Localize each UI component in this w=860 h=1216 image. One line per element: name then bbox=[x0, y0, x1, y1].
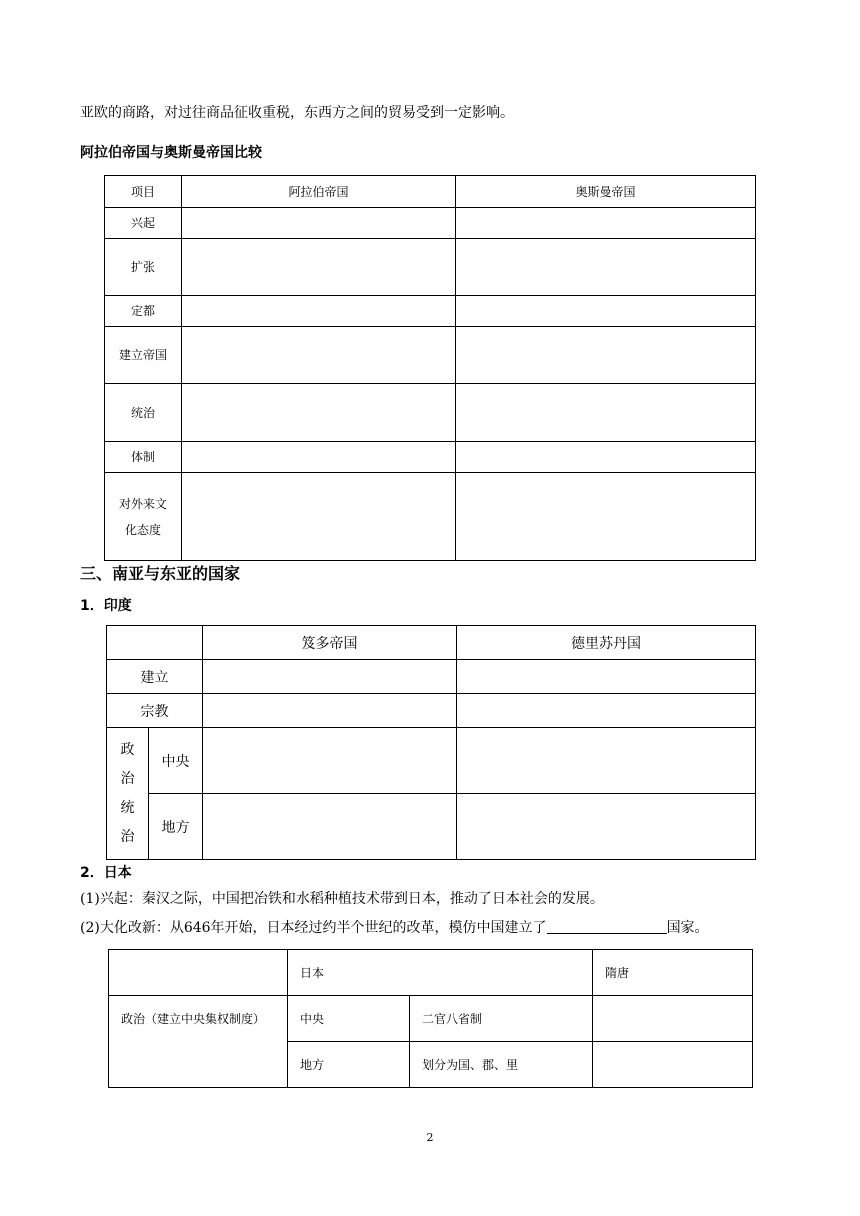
row-sublabel: 中央 bbox=[149, 728, 203, 794]
answer-cell[interactable] bbox=[456, 296, 756, 327]
india-title: 1．印度 bbox=[80, 598, 132, 614]
section-title: 三、南亚与东亚的国家 bbox=[80, 564, 241, 583]
politics-label bbox=[107, 728, 149, 860]
table-row bbox=[105, 384, 756, 442]
answer-cell[interactable] bbox=[456, 384, 756, 442]
table-row bbox=[105, 473, 756, 561]
answer-cell[interactable] bbox=[203, 728, 457, 794]
table-header-row bbox=[105, 176, 756, 208]
row-label: 统治 bbox=[105, 384, 182, 442]
table-header-row bbox=[109, 950, 753, 996]
compare-title: 阿拉伯帝国与奥斯曼帝国比较 bbox=[80, 145, 262, 161]
row-label: 政治（建立中央集权制度） bbox=[109, 996, 288, 1088]
table-row bbox=[105, 442, 756, 473]
japan-item-1: (1)兴起：秦汉之际，中国把冶铁和水稻种植技术带到日本，推动了日本社会的发展。 bbox=[80, 891, 604, 907]
table-row bbox=[107, 660, 756, 694]
content-cell: 二官八省制 bbox=[410, 996, 593, 1042]
answer-cell[interactable] bbox=[182, 442, 456, 473]
row-label-text: 对外来文化态度 bbox=[118, 496, 167, 537]
answer-cell[interactable] bbox=[182, 384, 456, 442]
table-row bbox=[105, 239, 756, 296]
answer-cell[interactable] bbox=[182, 208, 456, 239]
answer-cell[interactable] bbox=[456, 473, 756, 561]
header-cell: 德里苏丹国 bbox=[457, 626, 756, 660]
answer-cell[interactable] bbox=[182, 296, 456, 327]
header-cell: 奥斯曼帝国 bbox=[456, 176, 756, 208]
page-number: 2 bbox=[426, 1131, 434, 1144]
row-sublabel: 地方 bbox=[288, 1042, 410, 1088]
answer-cell[interactable] bbox=[203, 794, 457, 860]
answer-cell[interactable] bbox=[457, 660, 756, 694]
header-cell bbox=[107, 626, 203, 660]
table-row bbox=[109, 996, 753, 1042]
answer-cell[interactable] bbox=[203, 694, 457, 728]
table-row bbox=[105, 208, 756, 239]
row-label: 建立 bbox=[107, 660, 203, 694]
table-row bbox=[107, 728, 756, 794]
answer-cell[interactable] bbox=[593, 1042, 753, 1088]
india-table bbox=[106, 625, 756, 860]
header-cell bbox=[109, 950, 288, 996]
header-cell: 隋唐 bbox=[593, 950, 753, 996]
fill-in-blank[interactable] bbox=[547, 919, 667, 934]
answer-cell[interactable] bbox=[182, 239, 456, 296]
answer-cell[interactable] bbox=[203, 660, 457, 694]
row-label: 建立帝国 bbox=[105, 327, 182, 384]
answer-cell[interactable] bbox=[456, 208, 756, 239]
row-label: 兴起 bbox=[105, 208, 182, 239]
table-row bbox=[107, 694, 756, 728]
answer-cell[interactable] bbox=[457, 694, 756, 728]
row-sublabel: 地方 bbox=[149, 794, 203, 860]
japan-compare-table bbox=[108, 949, 753, 1088]
answer-cell[interactable] bbox=[593, 996, 753, 1042]
row-label: 宗教 bbox=[107, 694, 203, 728]
header-cell: 阿拉伯帝国 bbox=[182, 176, 456, 208]
content-cell: 划分为国、郡、里 bbox=[410, 1042, 593, 1088]
row-label bbox=[105, 473, 182, 561]
japan-item-2-suffix: 国家。 bbox=[666, 920, 709, 936]
answer-cell[interactable] bbox=[182, 327, 456, 384]
answer-cell[interactable] bbox=[457, 728, 756, 794]
header-cell: 笈多帝国 bbox=[203, 626, 457, 660]
header-cell: 日本 bbox=[288, 950, 593, 996]
answer-cell[interactable] bbox=[182, 473, 456, 561]
politics-label-text: 政治统治 bbox=[120, 741, 135, 845]
answer-cell[interactable] bbox=[456, 327, 756, 384]
table-row bbox=[105, 327, 756, 384]
japan-item-2 bbox=[80, 918, 709, 938]
answer-cell[interactable] bbox=[456, 239, 756, 296]
empire-compare-table bbox=[104, 175, 756, 561]
table-row bbox=[107, 794, 756, 860]
japan-title: 2．日本 bbox=[80, 865, 132, 881]
answer-cell[interactable] bbox=[456, 442, 756, 473]
row-label: 扩张 bbox=[105, 239, 182, 296]
table-header-row bbox=[107, 626, 756, 660]
japan-item-2-text: (2)大化改新：从646年开始，日本经过约半个世纪的改革，模仿中国建立了 bbox=[80, 920, 547, 936]
row-sublabel: 中央 bbox=[288, 996, 410, 1042]
intro-text: 亚欧的商路，对过往商品征收重税，东西方之间的贸易受到一定影响。 bbox=[80, 105, 514, 121]
row-label: 体制 bbox=[105, 442, 182, 473]
table-row bbox=[105, 296, 756, 327]
header-cell: 项目 bbox=[105, 176, 182, 208]
answer-cell[interactable] bbox=[457, 794, 756, 860]
row-label: 定都 bbox=[105, 296, 182, 327]
